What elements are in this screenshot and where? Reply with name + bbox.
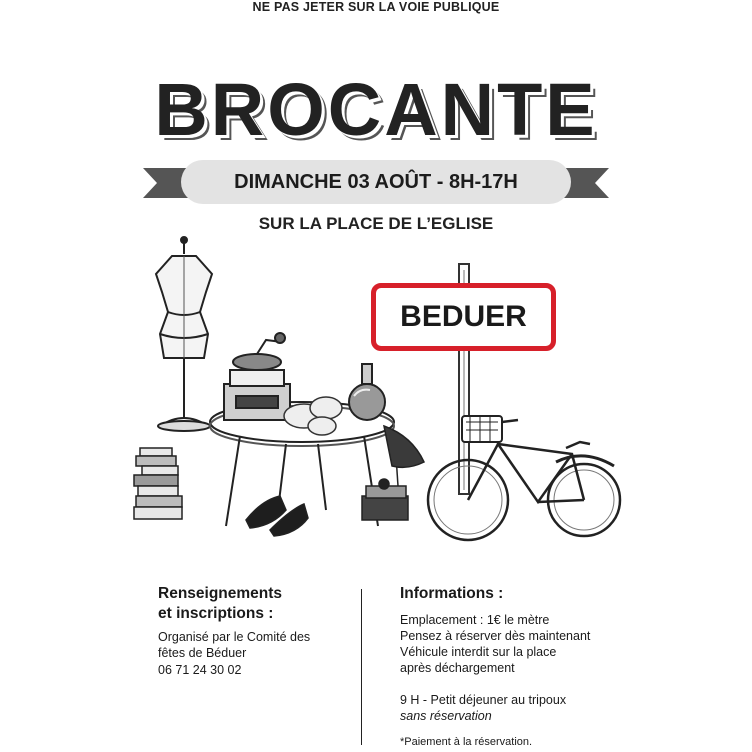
bicycle-icon <box>428 416 620 540</box>
organizer-line1: Organisé par le Comité des <box>158 630 311 644</box>
column-divider <box>361 589 362 745</box>
phone-number: 06 71 24 30 02 <box>158 663 242 677</box>
info-line3: Véhicule interdit sur la place <box>400 645 557 659</box>
breakfast-line: 9 H - Petit déjeuner au tripoux <box>400 693 567 707</box>
mannequin-icon <box>156 237 212 431</box>
info-line1: Emplacement : 1€ le mètre <box>400 613 550 627</box>
payment-footnote: *Paiement à la réservation. <box>400 736 533 748</box>
illustration-scene <box>0 230 752 570</box>
info-line2: Pensez à réserver dès maintenant <box>400 629 591 643</box>
info-line4: après déchargement <box>400 661 515 675</box>
bottle-icon <box>349 364 385 420</box>
top-notice: NE PAS JETER SUR LA VOIE PUBLIQUE <box>252 0 500 14</box>
left-heading-line1: Renseignements <box>158 585 283 602</box>
shoes-icon <box>246 496 308 536</box>
organizer-line2: fêtes de Béduer <box>158 646 247 660</box>
left-heading-line2: et inscriptions : <box>158 605 274 622</box>
right-heading: Informations : <box>400 585 504 602</box>
books-icon <box>134 448 182 519</box>
date-ribbon <box>143 158 609 208</box>
coffee-grinder-icon <box>224 333 290 420</box>
poster-title: BROCANTE <box>154 68 598 151</box>
date-banner: DIMANCHE 03 AOÛT - 8H-17H <box>181 160 571 204</box>
location-text: SUR LA PLACE DE L’EGLISE <box>258 214 494 233</box>
breakfast-note: sans réservation <box>400 709 492 723</box>
town-sign: BEDUER <box>371 283 556 351</box>
